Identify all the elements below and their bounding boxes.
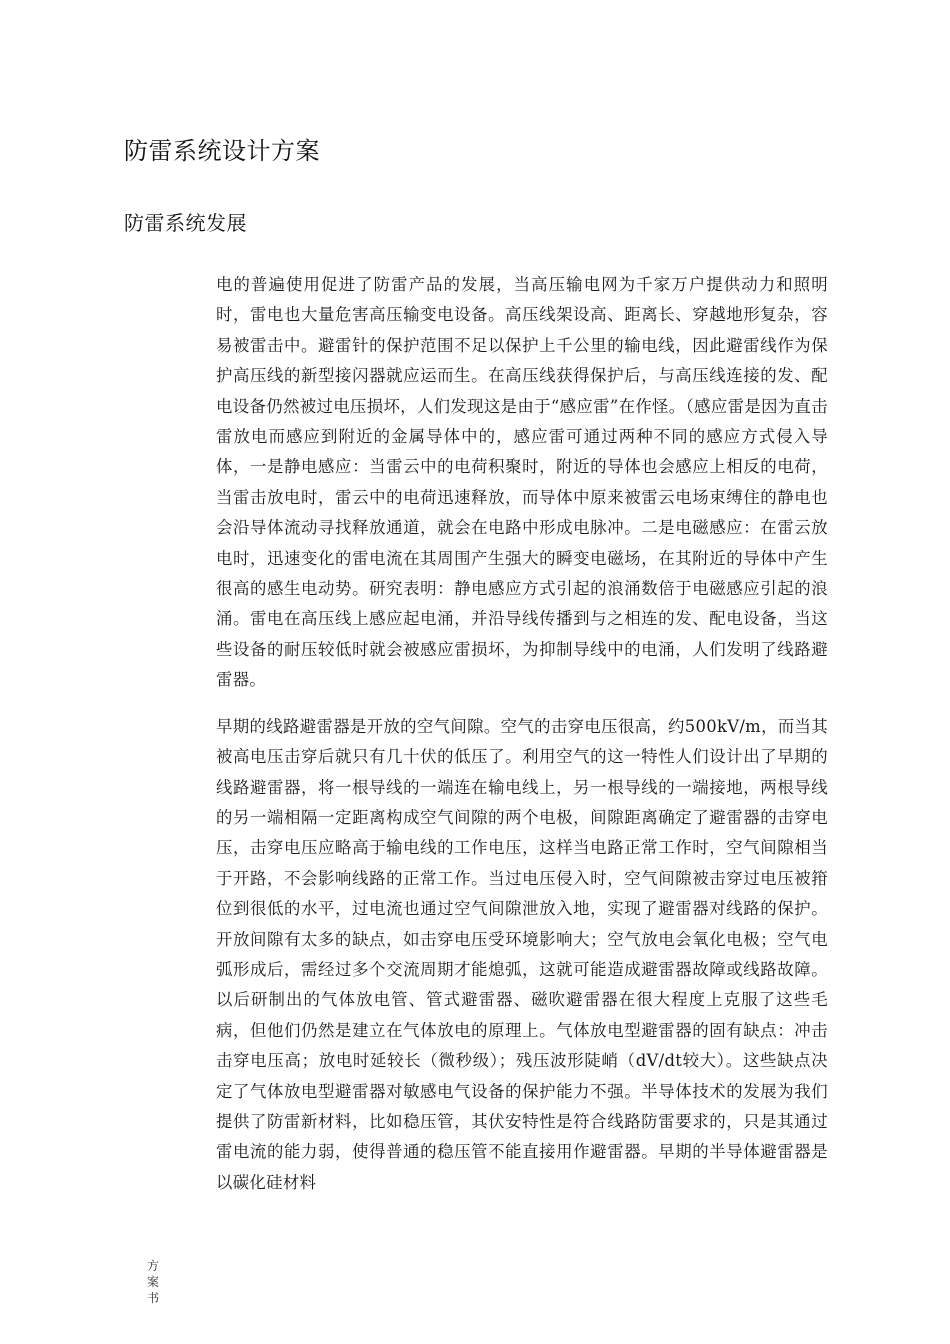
body-paragraph-2: 早期的线路避雷器是开放的空气间隙。空气的击穿电压很高，约500kV/m，而当其被高电压击穿后就只有几十伏的低压了。利用空气的这一特性人们设计出了早期的线路避雷器，将一根导线的一端连在输电线上，另一根导线的一端接地，两根导线的另一端相隔一定距离构成空气间隙的两个电极，间隙距离确定了避雷器的击穿电压，击穿电压应略高于输电线的工作电压，这样当电路正常工作时，空气间隙相当于开路，不会影响线路的正常工作。当过电压侵入时，空气间隙被击穿过电压被箝位到很低的水平，过电流也通过空气间隙泄放入地，实现了避雷器对线路的保护。开放间隙有太多的缺点，如击穿电压受环境影响大；空气放电会氧化电极；空气电弧形成后，需经过多个交流周期才能熄弧，这就可能造成避雷器故障或线路故障。以后研制出的气体放电管、管式避雷器、磁吹避雷器在很大程度上克服了这些毛病，但他们仍然是建立在气体放电的原理上。气体放电型避雷器的固有缺点：冲击击穿电压高；放电时延较长（微秒级）；残压波形陡峭（dV/dt较大）。这些缺点决定了气体放电型避雷器对敏感电气设备的保护能力不强。半导体技术的发展为我们提供了防雷新材料，比如稳压管，其伏安特性是符合线路防雷要求的，只是其通过雷电流的能力弱，使得普通的稳压管不能直接用作避雷器。早期的半导体避雷器是以碳化硅材料	[216, 716, 828, 1192]
body-paragraph-1: 电的普遍使用促进了防雷产品的发展，当高压输电网为千家万户提供动力和照明时，雷电也大量危害高压输变电设备。高压线架设高、距离长、穿越地形复杂，容易被雷击中。避雷针的保护范围不足以保护上千公里的输电线，因此避雷线作为保护高压线的新型接闪器就应运而生。在高压线获得保护后，与高压线连接的发、配电设备仍然被过电压损坏，人们发现这是由于“感应雷”在作怪。（感应雷是因为直击雷放电而感应到附近的金属导体中的，感应雷可通过两种不同的感应方式侵入导体，一是静电感应：当雷云中的电荷积聚时，附近的导体也会感应上相反的电荷，当雷击放电时，雷云中的电荷迅速释放，而导体中原来被雷云电场束缚住的静电也会沿导体流动寻找释放通道，就会在电路中形成电脉冲。二是电磁感应：在雷云放电时，迅速变化的雷电流在其周围产生强大的瞬变电磁场，在其附近的导体中产生很高的感生电动势。研究表明：静电感应方式引起的浪涌数倍于电磁感应引起的浪涌。雷电在高压线上感应起电涌，并沿导线传播到与之相连的发、配电设备，当这些设备的耐压较低时就会被感应雷损坏，为抑制导线中的电涌，人们发明了线路避雷器。	[216, 275, 828, 690]
section-heading: 防雷系统发展	[124, 211, 247, 235]
document-body	[216, 270, 828, 1214]
document-title: 防雷系统设计方案	[124, 137, 320, 165]
page-footer: 方案书	[147, 1259, 160, 1305]
